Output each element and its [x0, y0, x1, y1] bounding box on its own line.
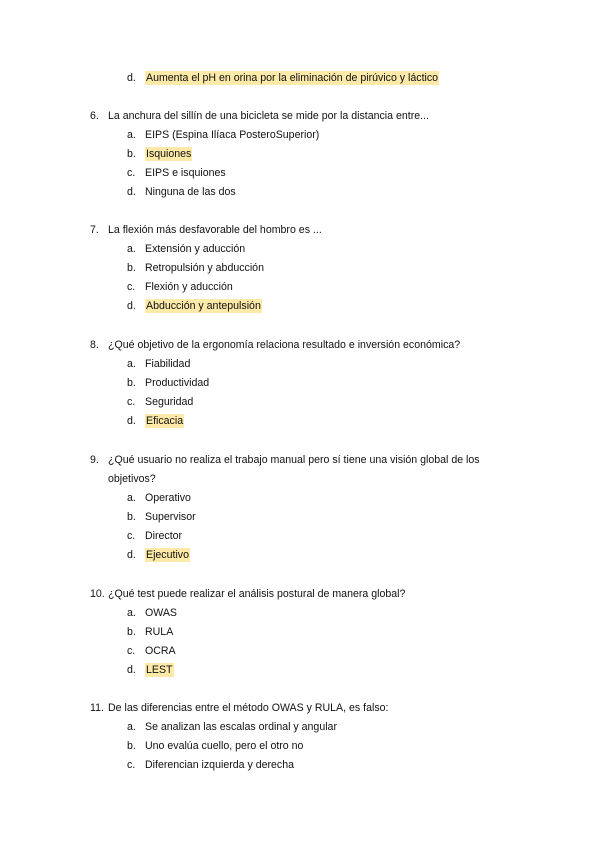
q7-option-a — [127, 240, 245, 259]
option-letter: d. — [127, 72, 136, 84]
option-letter: c. — [127, 396, 136, 408]
option-text: Seguridad — [145, 396, 194, 408]
q10-option-c — [127, 642, 176, 661]
option-text: Eficacia — [146, 415, 184, 427]
option-letter: c. — [127, 759, 136, 771]
q11-option-c — [127, 756, 294, 775]
option-text: Operativo — [145, 492, 191, 504]
option-text: Director — [145, 530, 183, 542]
question-text: ¿Qué test puede realizar el análisis postural de manera global? — [108, 588, 406, 600]
option-text: Isquiones — [146, 148, 192, 160]
option-letter: d. — [127, 549, 136, 561]
question-text: De las diferencias entre el método OWAS y RULA, es falso: — [108, 702, 389, 714]
option-text: Uno evalúa cuello, pero el otro no — [145, 740, 304, 752]
option-text: Abducción y antepulsión — [146, 300, 261, 312]
q7-option-d — [127, 297, 262, 316]
question-number: 8. — [90, 339, 99, 351]
q8-option-d — [127, 412, 184, 431]
question-9 — [90, 451, 520, 489]
option-letter: a. — [127, 607, 136, 619]
option-letter: b. — [127, 148, 136, 160]
option-text: Flexión y aducción — [145, 281, 233, 293]
q9-option-b — [127, 508, 196, 527]
q10-option-d — [127, 661, 174, 680]
option-text: Ninguna de las dos — [145, 186, 236, 198]
q11-option-b — [127, 737, 303, 756]
question-text: La flexión más desfavorable del hombro es ... — [108, 224, 322, 236]
option-letter: a. — [127, 129, 136, 141]
option-text: Ejecutivo — [146, 549, 189, 561]
q6-option-c — [127, 164, 226, 183]
option-text: EIPS (Espina Ilíaca PosteroSuperior) — [145, 129, 320, 141]
question-number: 9. — [90, 454, 99, 466]
question-11 — [90, 699, 520, 718]
option-letter: d. — [127, 186, 136, 198]
question-text: La anchura del sillín de una bicicleta se mide por la distancia entre... — [108, 110, 429, 122]
question-number: 6. — [90, 110, 99, 122]
option-letter: b. — [127, 626, 136, 638]
q8-option-a — [127, 355, 190, 374]
option-letter: b. — [127, 511, 136, 523]
option-text: Diferencian izquierda y derecha — [145, 759, 294, 771]
option-text: Productividad — [145, 377, 210, 389]
q6-option-b — [127, 145, 192, 164]
option-text: Retropulsión y abducción — [145, 262, 264, 274]
q10-option-b — [127, 623, 173, 642]
q10-option-a — [127, 604, 177, 623]
option-letter: c. — [127, 530, 136, 542]
option-letter: a. — [127, 243, 136, 255]
q8-option-c — [127, 393, 193, 412]
option-letter: b. — [127, 377, 136, 389]
option-letter: d. — [127, 664, 136, 676]
prev-option-d — [127, 69, 439, 88]
question-number: 11. — [90, 702, 104, 714]
option-text: Fiabilidad — [145, 358, 191, 370]
question-10 — [90, 585, 520, 604]
q9-option-c — [127, 527, 182, 546]
option-letter: a. — [127, 492, 136, 504]
option-letter: a. — [127, 358, 136, 370]
q11-option-a — [127, 718, 337, 737]
q9-option-d — [127, 546, 190, 565]
option-text: LEST — [146, 664, 173, 676]
question-text: ¿Qué objetivo de la ergonomía relaciona resultado e inversión económica? — [108, 339, 461, 351]
q7-option-c — [127, 278, 233, 297]
option-text: Se analizan las escalas ordinal y angular — [145, 721, 337, 733]
option-letter: b. — [127, 262, 136, 274]
q8-option-b — [127, 374, 209, 393]
option-letter: c. — [127, 167, 136, 179]
option-text: OCRA — [145, 645, 176, 657]
question-number: 7. — [90, 224, 99, 236]
question-7 — [90, 221, 520, 240]
option-letter: d. — [127, 415, 136, 427]
option-text: Extensión y aducción — [145, 243, 246, 255]
option-text: EIPS e isquiones — [145, 167, 226, 179]
option-letter: b. — [127, 740, 136, 752]
option-text: Aumenta el pH en orina por la eliminación de pirúvico y láctico — [146, 72, 439, 84]
option-text: Supervisor — [145, 511, 196, 523]
option-text: RULA — [145, 626, 174, 638]
q6-option-d — [127, 183, 236, 202]
option-letter: c. — [127, 281, 136, 293]
option-letter: c. — [127, 645, 136, 657]
question-text: ¿Qué usuario no realiza el trabajo manual pero sí tiene una visión global de los objetivos? — [108, 454, 480, 485]
question-6 — [90, 107, 520, 126]
question-8 — [90, 336, 520, 355]
q6-option-a — [127, 126, 319, 145]
question-number: 10. — [90, 588, 105, 600]
option-letter: d. — [127, 300, 136, 312]
option-text: OWAS — [145, 607, 177, 619]
option-letter: a. — [127, 721, 136, 733]
q7-option-b — [127, 259, 264, 278]
q9-option-a — [127, 489, 191, 508]
